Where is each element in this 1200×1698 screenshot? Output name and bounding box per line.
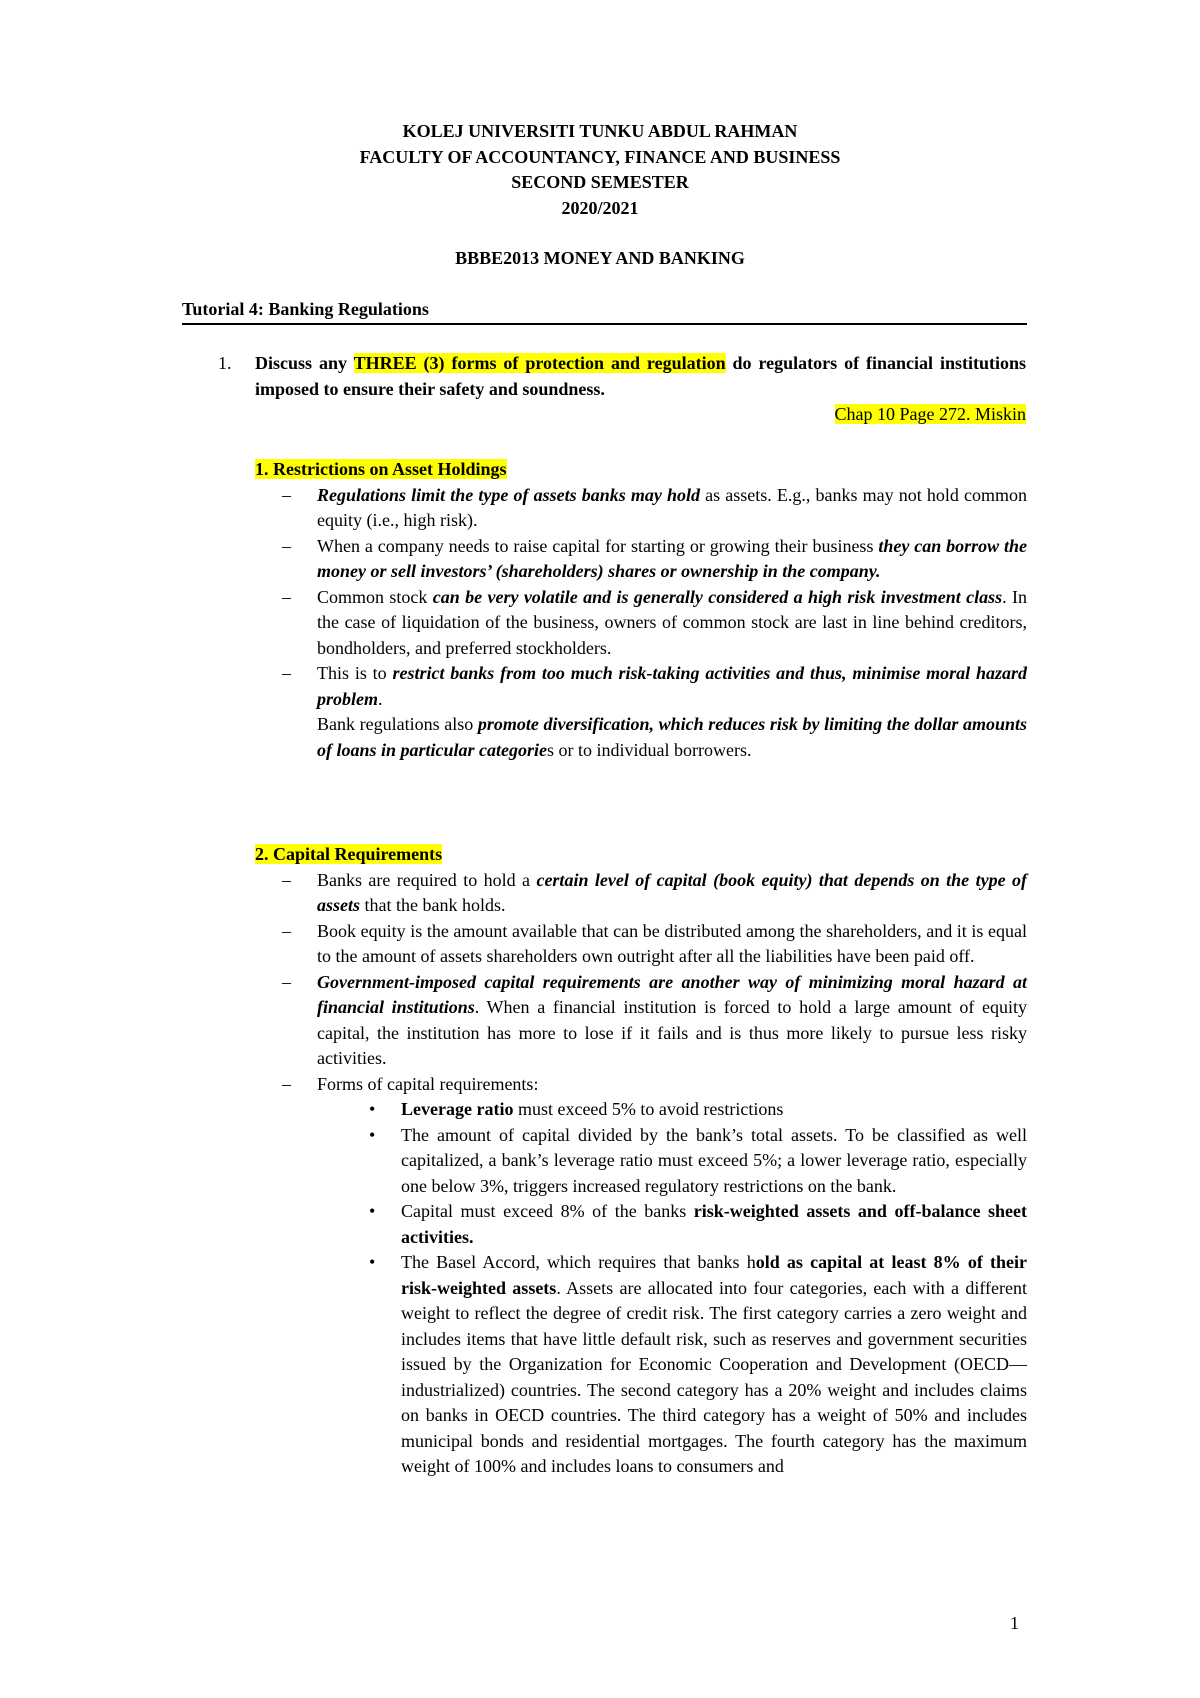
list-item: – Forms of capital requirements: bbox=[255, 1072, 1027, 1098]
page-number: 1 bbox=[1010, 1613, 1019, 1633]
document-header bbox=[0, 119, 1200, 272]
list-item: – This is to restrict banks from too much risk-taking activities and thus, minimise moral hazard problem. bbox=[255, 661, 1027, 712]
section-asset-restrictions bbox=[255, 457, 1027, 763]
list-continuation: Bank regulations also promote diversification, which reduces risk by limiting the dollar amounts of loans in particular categories or to individual borrowers. bbox=[317, 714, 1027, 760]
bullet-item: • The amount of capital divided by the bank’s total assets. To be classified as well capitalized, a bank’s leverage ratio must exceed 5%; a lower leverage ratio, especially one below 3%, triggers increased regulatory restrictions on the bank. bbox=[255, 1123, 1027, 1200]
bullet-item: • Capital must exceed 8% of the banks risk-weighted assets and off-balance sheet activities. bbox=[255, 1199, 1027, 1250]
list-item: – Banks are required to hold a certain level of capital (book equity) that depends on the type of assets that the bank holds. bbox=[255, 868, 1027, 919]
section-title: 1. Restrictions on Asset Holdings bbox=[255, 459, 507, 479]
question-highlight: THREE (3) forms of protection and regulation bbox=[353, 353, 726, 373]
bullet-item: • The Basel Accord, which requires that banks hold as capital at least 8% of their risk-weighted assets. Assets are allocated into four categories, each with a different weight to reflect the degree of credit risk. The first category carries a zero weight and includes items that have little default risk, such as reserves and government securities issued by the Organization for Economic Cooperation and Development (OECD—industrialized) countries. The second category has a 20% weight and includes claims on banks in OECD countries. The third category has a weight of 50% and includes municipal bonds and residential mortgages. The fourth category has the maximum weight of 100% and includes loans to consumers and bbox=[255, 1250, 1027, 1480]
faculty-name: FACULTY OF ACCOUNTANCY, FINANCE AND BUSINESS bbox=[359, 146, 841, 167]
section-capital-requirements bbox=[255, 842, 1027, 1480]
university-name: KOLEJ UNIVERSITI TUNKU ABDUL RAHMAN bbox=[402, 121, 798, 141]
question-1 bbox=[218, 351, 1026, 428]
list-item: – Book equity is the amount available that can be distributed among the shareholders, and it is equal to the amount of assets shareholders own outright after all the liabilities have been paid off. bbox=[255, 919, 1027, 970]
question-text: Discuss any THREE (3) forms of protection and regulation do regulators of financial institutions imposed to ensure their safety and soundness. bbox=[255, 353, 1027, 399]
tutorial-title: Tutorial 4: Banking Regulations bbox=[182, 299, 429, 319]
list-item: – Common stock can be very volatile and is generally considered a high risk investment class. In the case of liquidation of the business, owners of common stock are last in line behind creditors, bondholders, and preferred stockholders. bbox=[255, 585, 1027, 662]
question-number: 1. bbox=[218, 353, 232, 373]
course-title: BBBE2013 MONEY AND BANKING bbox=[455, 248, 745, 268]
section-title: 2. Capital Requirements bbox=[255, 844, 443, 864]
chapter-reference: Chap 10 Page 272. Miskin bbox=[834, 404, 1026, 424]
title-divider bbox=[182, 323, 1027, 325]
academic-year: 2020/2021 bbox=[561, 197, 639, 218]
semester: SECOND SEMESTER bbox=[511, 172, 689, 192]
list-item: – Regulations limit the type of assets banks may hold as assets. E.g., banks may not hold common equity (i.e., high risk). bbox=[255, 483, 1027, 534]
bullet-item: • Leverage ratio must exceed 5% to avoid restrictions bbox=[255, 1097, 1027, 1123]
list-item: – Government-imposed capital requirements are another way of minimizing moral hazard at financial institutions. When a financial institution is forced to hold a large amount of equity capital, the institution has more to lose if it fails and is thus more likely to pursue less risky activities. bbox=[255, 970, 1027, 1072]
list-item: – When a company needs to raise capital for starting or growing their business they can borrow the money or sell investors’ (shareholders) shares or ownership in the company. bbox=[255, 534, 1027, 585]
